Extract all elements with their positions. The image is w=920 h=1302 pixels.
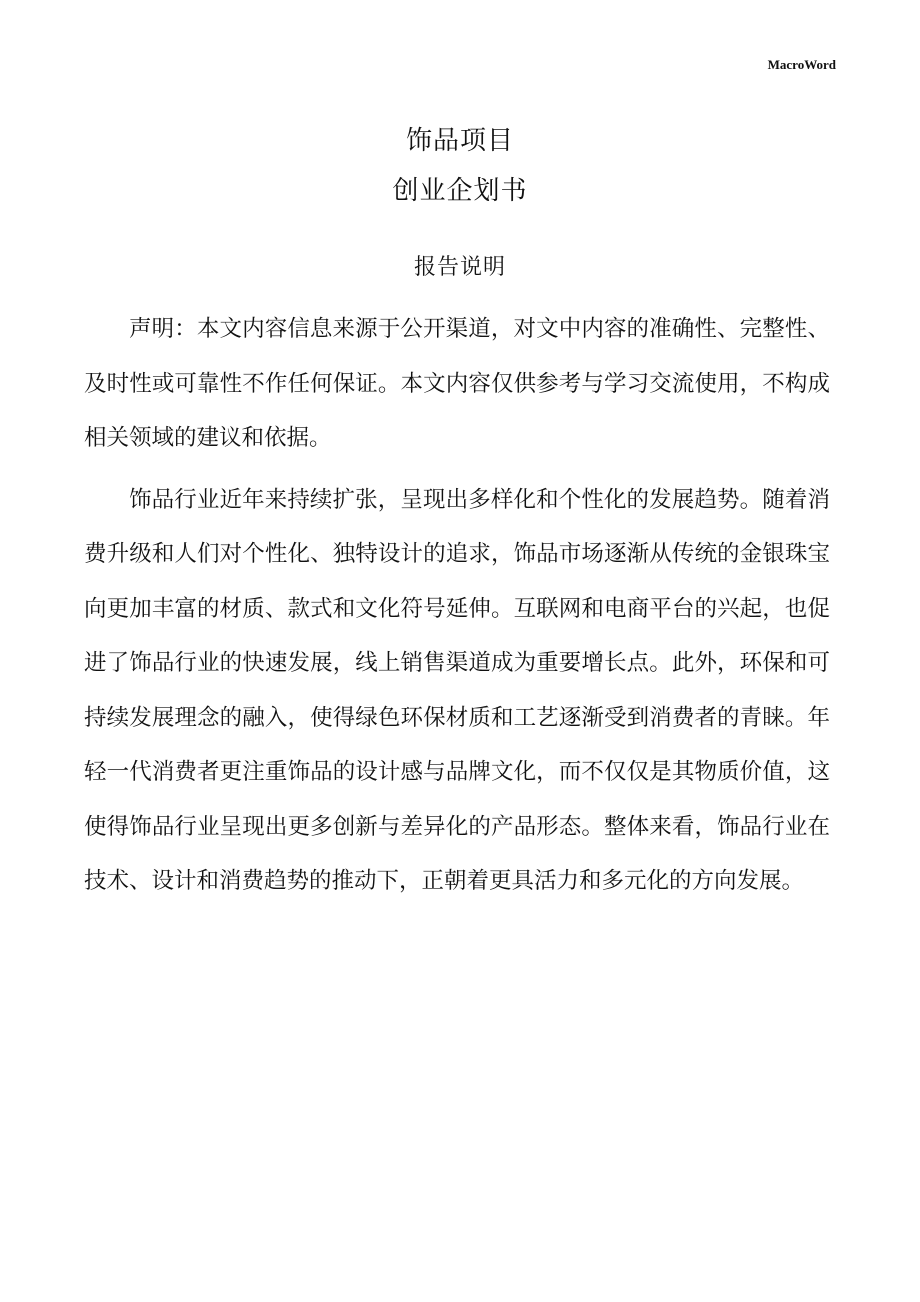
overview-paragraph: 饰品行业近年来持续扩张，呈现出多样化和个性化的发展趋势。随着消费升级和人们对个性化、独特设计的追求，饰品市场逐渐从传统的金银珠宝向更加丰富的材质、款式和文化符号延伸。互联网和电商平台的兴起，也促进了饰品行业的快速发展，线上销售渠道成为重要增长点。此外，环保和可持续发展理念的融入，使得绿色环保材质和工艺逐渐受到消费者的青睐。年轻一代消费者更注重饰品的设计感与品牌文化，而不仅仅是其物质价值，这使得饰品行业呈现出更多创新与差异化的产品形态。整体来看，饰品行业在技术、设计和消费趋势的推动下，正朝着更具活力和多元化的方向发展。: [84, 486, 830, 894]
document-title: [0, 116, 920, 216]
section-heading: 报告说明: [413, 255, 506, 280]
report-body: [84, 302, 830, 909]
header-brand: MacroWord: [767, 57, 836, 72]
title-line-2: 创业企划书: [392, 176, 528, 206]
title-line-1: 饰品项目: [405, 126, 514, 156]
disclaimer-paragraph: 声明：本文内容信息来源于公开渠道，对文中内容的准确性、完整性、及时性或可靠性不作任何保证。本文内容仅供参考与学习交流使用，不构成相关领域的建议和依据。: [84, 316, 830, 451]
